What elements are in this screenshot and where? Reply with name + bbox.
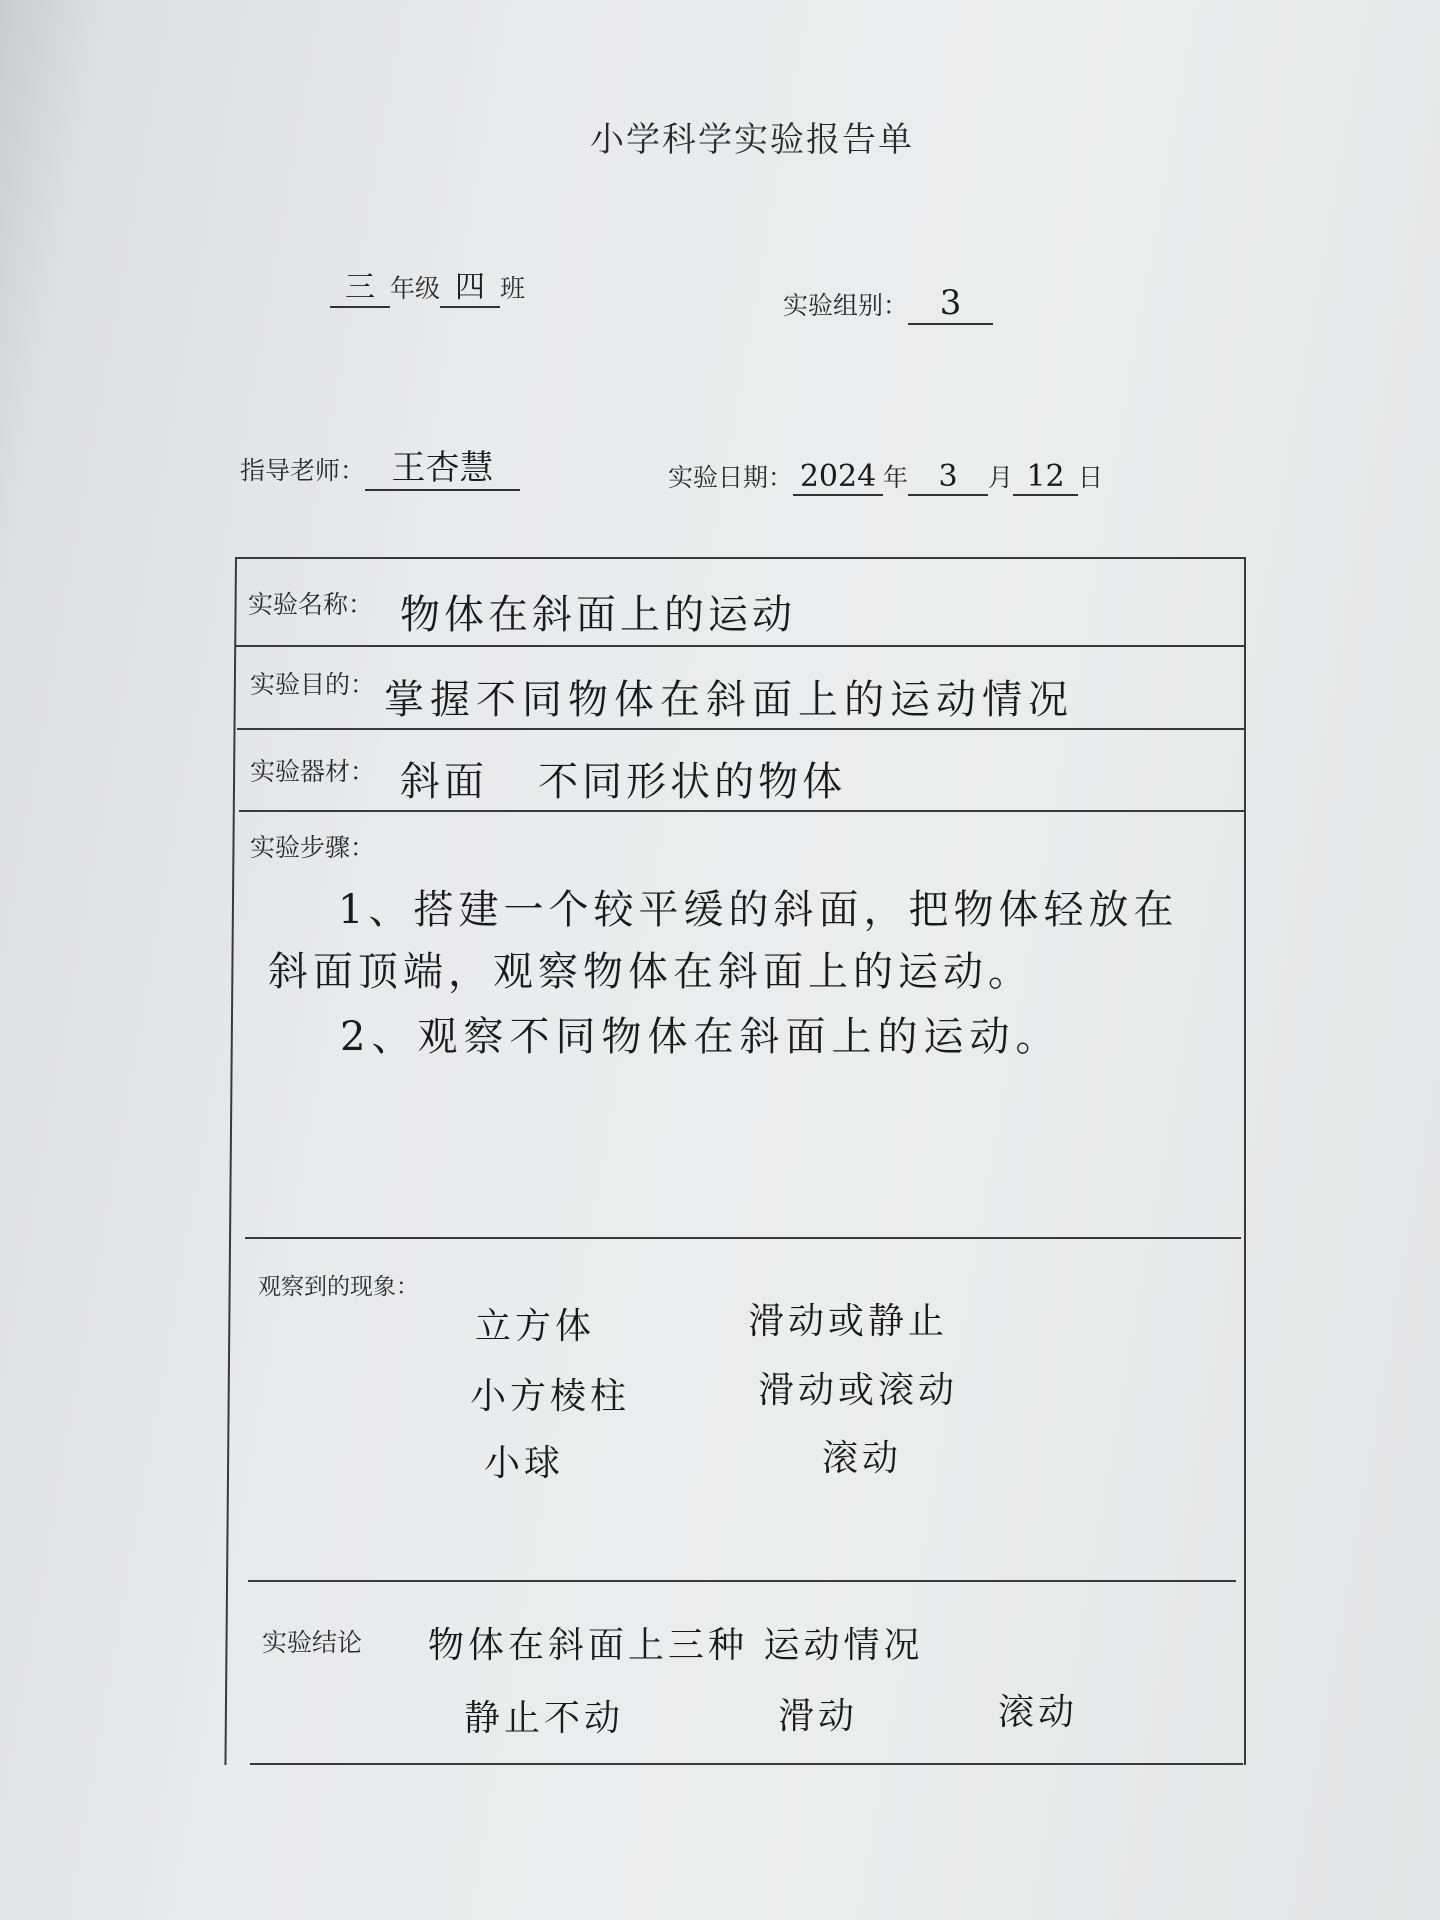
teacher-label: 指导老师： bbox=[240, 456, 366, 485]
step-line: 斜面顶端，观察物体在斜面上的运动。 bbox=[268, 949, 1033, 995]
date-line bbox=[668, 458, 1103, 496]
grade-class-line bbox=[330, 262, 525, 308]
experiment-purpose-label: 实验目的： bbox=[250, 670, 376, 699]
group-label: 实验组别： bbox=[783, 291, 909, 320]
conclusion-text: 物体在斜面上三种 运动情况 bbox=[428, 1625, 924, 1666]
experiment-name-value: 物体在斜面上的运动 bbox=[400, 592, 796, 638]
experiment-steps-label: 实验步骤： bbox=[250, 833, 376, 862]
conclusion-item: 静止不动 bbox=[464, 1698, 625, 1739]
observation-object: 小方棱柱 bbox=[470, 1376, 631, 1417]
month-label: 月 bbox=[988, 463, 1014, 492]
step-line: 2、观察不同物体在斜面上的运动。 bbox=[340, 1014, 1062, 1060]
group-value: 3 bbox=[908, 283, 993, 325]
date-day: 12 bbox=[1013, 459, 1078, 496]
table-divider bbox=[248, 1580, 1236, 1582]
year-label: 年 bbox=[883, 463, 909, 492]
teacher-line bbox=[240, 440, 520, 491]
observation-object: 立方体 bbox=[475, 1306, 596, 1347]
conclusion-item: 滚动 bbox=[998, 1692, 1079, 1733]
experiment-materials-value: 斜面 不同形状的物体 bbox=[400, 759, 847, 805]
day-label: 日 bbox=[1078, 463, 1104, 492]
table-border-top bbox=[235, 557, 1246, 559]
group-line bbox=[783, 283, 993, 325]
date-year: 2024 bbox=[793, 459, 883, 496]
observation-motion: 滚动 bbox=[822, 1438, 903, 1479]
table-divider bbox=[239, 810, 1246, 812]
date-month: 3 bbox=[908, 459, 988, 496]
table-border-bottom bbox=[250, 1763, 1243, 1765]
table-border-right bbox=[1244, 557, 1246, 1765]
teacher-value: 王杏慧 bbox=[365, 440, 520, 491]
table-border-left bbox=[224, 557, 237, 1765]
class-value: 四 bbox=[440, 262, 500, 308]
experiment-purpose-value: 掌握不同物体在斜面上的运动情况 bbox=[384, 677, 1074, 723]
table-divider bbox=[245, 1237, 1241, 1239]
observation-object: 小球 bbox=[484, 1443, 565, 1484]
grade-value: 三 bbox=[330, 262, 390, 308]
observation-motion: 滑动或滚动 bbox=[758, 1370, 959, 1411]
class-label: 班 bbox=[500, 274, 526, 303]
table-divider bbox=[235, 645, 1246, 647]
experiment-materials-label: 实验器材： bbox=[250, 757, 376, 786]
date-label: 实验日期： bbox=[668, 463, 794, 492]
observation-motion: 滑动或静止 bbox=[748, 1301, 949, 1342]
grade-label: 年级 bbox=[390, 274, 441, 303]
step-line: 1、搭建一个较平缓的斜面，把物体轻放在 bbox=[338, 887, 1179, 933]
page-title: 小学科学实验报告单 bbox=[590, 120, 914, 160]
conclusion-label: 实验结论 bbox=[262, 1628, 363, 1657]
observations-label: 观察到的现象： bbox=[258, 1274, 419, 1300]
table-divider bbox=[237, 728, 1246, 730]
conclusion-item: 滑动 bbox=[778, 1696, 859, 1737]
experiment-name-label: 实验名称： bbox=[248, 590, 374, 619]
